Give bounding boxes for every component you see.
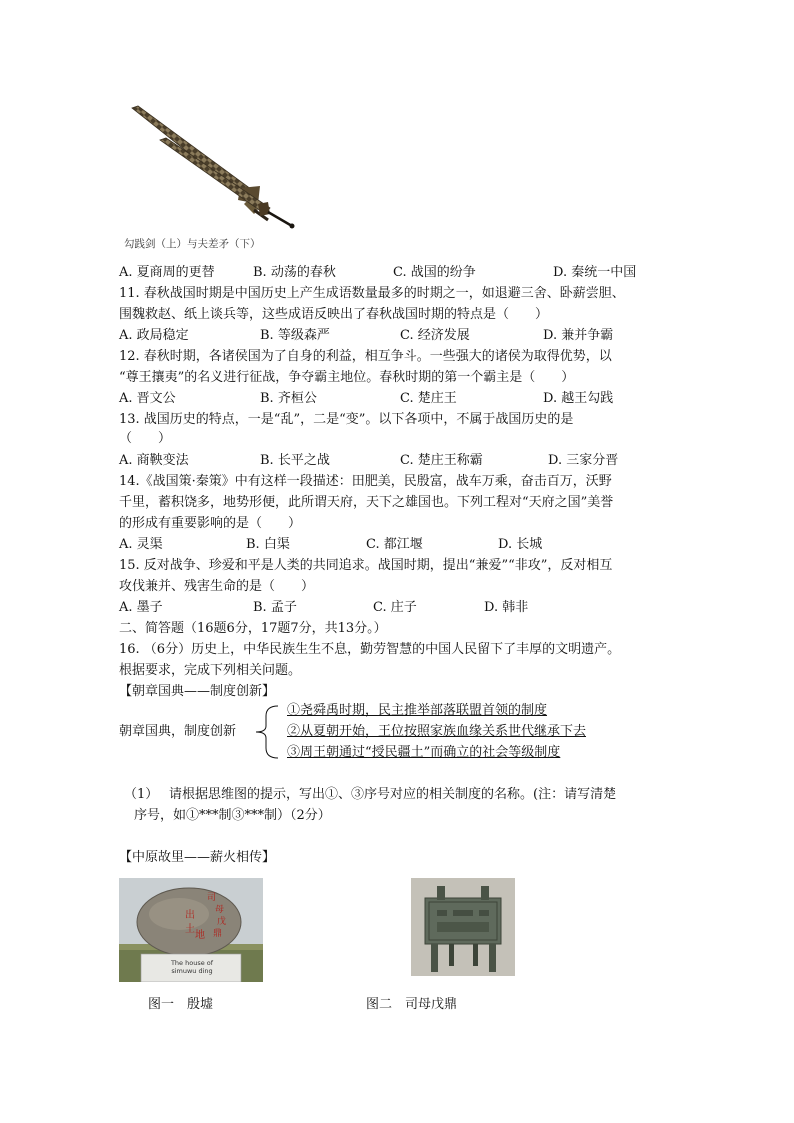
q16-stem-line2: 根据要求，完成下列相关问题。 xyxy=(119,663,302,678)
q15-option-c: C. 庄子 xyxy=(373,600,417,615)
q11-stem-line2: 围魏救赵、纸上谈兵等，这些成语反映出了春秋战国时期的特点是（ ） xyxy=(119,307,549,322)
q13-option-d: D. 三家分晋 xyxy=(548,453,619,468)
mindmap-branch-3: ③周王朝通过“授民疆土”而确立的社会等级制度 xyxy=(287,745,561,760)
figure-caption: 勾践剑（上）与夫差矛（下） xyxy=(124,238,261,250)
q13-option-c: C. 楚庄王称霸 xyxy=(400,453,483,468)
q11-option-c: C. 经济发展 xyxy=(400,328,470,343)
svg-text:地: 地 xyxy=(195,930,205,941)
sword-spear-image xyxy=(120,100,300,235)
q13-stem-line1: 13. 战国历史的特点，一是“乱”，二是“变”。以下各项中，不属于战国历史的是 xyxy=(119,412,574,427)
sub-question-line2: 序号，如①***制③***制）（2分） xyxy=(134,808,331,823)
mindmap-branch-2: ②从夏朝开始，王位按照家族血缘关系世代继承下去 xyxy=(287,724,587,739)
svg-text:鼎: 鼎 xyxy=(213,929,223,939)
q12-stem-line1: 12. 春秋时期，各诸侯国为了自身的利益，相互争斗。一些强大的诸侯为取得优势，以 xyxy=(119,349,612,364)
mindmap-bracket xyxy=(244,702,284,762)
q10-option-d: D. 秦统一中国 xyxy=(553,265,637,280)
sub-question-line1: 请根据思维图的提示，写出①、③序号对应的相关制度的名称。(注：请写清楚 xyxy=(169,787,617,802)
stone-plaque-text: The house of simuwu ding xyxy=(170,959,214,975)
svg-text:母: 母 xyxy=(215,905,225,915)
q14-stem-line2: 千里，蓄积饶多，地势形便，此所谓天府，天下之雄国也。下列工程对“天府之国”美誉 xyxy=(119,495,614,510)
mindmap-branch-1: ①尧舜禹时期，民主推举部落联盟首领的制度 xyxy=(287,703,548,718)
q14-stem-line3: 的形成有重要影响的是（ ） xyxy=(119,516,302,531)
q14-option-d: D. 长城 xyxy=(498,537,543,552)
q15-option-d: D. 韩非 xyxy=(484,600,529,615)
simuwu-ding-image xyxy=(411,878,515,976)
q10-option-c: C. 战国的纷争 xyxy=(393,265,476,280)
q15-option-a: A. 墨子 xyxy=(119,600,163,615)
svg-text:出: 出 xyxy=(185,910,195,921)
q11-option-b: B. 等级森严 xyxy=(260,328,330,343)
q11-stem-line1: 11. 春秋战国时期是中国历史上产生成语数量最多的时期之一，如退避三舍、卧薪尝胆、 xyxy=(119,286,625,301)
svg-text:土: 土 xyxy=(185,924,195,935)
figure2-caption: 图二 司母戊鼎 xyxy=(366,997,458,1012)
heading-institution: 【朝章国典——制度创新】 xyxy=(119,684,276,699)
svg-text:司: 司 xyxy=(207,893,217,903)
q12-option-d: D. 越王勾践 xyxy=(543,391,614,406)
q11-option-d: D. 兼并争霸 xyxy=(543,328,614,343)
figure1-caption: 图一 殷墟 xyxy=(148,997,214,1012)
q10-option-b: B. 动荡的春秋 xyxy=(253,265,336,280)
svg-text:戊: 戊 xyxy=(217,917,227,927)
q12-stem-line2: “尊王攘夷”的名义进行征战，争夺霸主地位。春秋时期的第一个霸主是（ ） xyxy=(119,370,575,385)
q16-stem-line1: 16. （6分）历史上，中华民族生生不息，勤劳智慧的中国人民留下了丰厚的文明遗产。 xyxy=(119,642,621,657)
mindmap-root: 朝章国典，制度创新 xyxy=(119,724,237,739)
q13-option-a: A. 商鞅变法 xyxy=(119,453,189,468)
q14-option-a: A. 灵渠 xyxy=(119,537,163,552)
q15-stem-line2: 攻伐兼并、残害生命的是（ ） xyxy=(119,579,315,594)
q14-stem-line1: 14.《战国策·秦策》中有这样一段描述：田肥美，民殷富，战车万乘，奋击百万，沃野 xyxy=(119,474,612,489)
sub-question-number: （1） xyxy=(124,787,159,802)
heading-central-plains: 【中原故里——薪火相传】 xyxy=(119,850,276,865)
q10-option-a: A. 夏商周的更替 xyxy=(119,265,215,280)
q12-option-c: C. 楚庄王 xyxy=(400,391,457,406)
q15-option-b: B. 孟子 xyxy=(253,600,297,615)
q14-option-b: B. 白渠 xyxy=(246,537,290,552)
q13-stem-line2: （ ） xyxy=(119,431,172,446)
q12-option-a: A. 晋文公 xyxy=(119,391,176,406)
q12-option-b: B. 齐桓公 xyxy=(260,391,317,406)
q13-option-b: B. 长平之战 xyxy=(260,453,330,468)
section-title: 二、简答题（16题6分，17题7分，共13分。） xyxy=(119,621,387,636)
q11-option-a: A. 政局稳定 xyxy=(119,328,189,343)
yinxu-stone-image xyxy=(119,878,263,982)
q15-stem-line1: 15. 反对战争、珍爱和平是人类的共同追求。战国时期，提出“兼爱”“非攻”，反对相互 xyxy=(119,558,613,573)
q14-option-c: C. 都江堰 xyxy=(366,537,423,552)
